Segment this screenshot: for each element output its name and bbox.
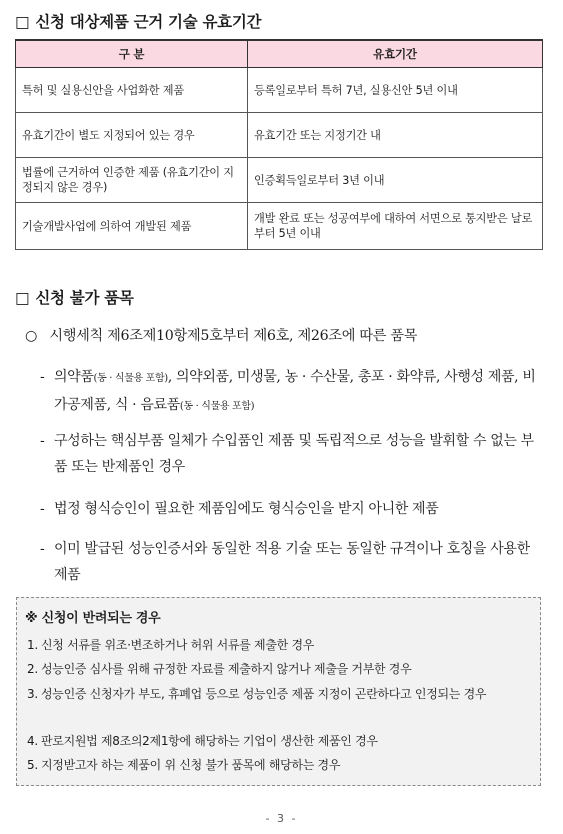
bullet-paragraph xyxy=(25,325,417,345)
cell-period: 등록일로부터 특허 7년, 실용신안 5년 이내 xyxy=(248,68,543,113)
list-number: 2. xyxy=(27,662,38,676)
item-text: 법정 형식승인이 필요한 제품임에도 형식승인을 받지 아니한 제품 xyxy=(54,501,439,517)
table-row xyxy=(16,158,543,203)
item-text: 이미 발급된 성능인증서와 동일한 적용 기술 또는 동일한 규격이나 호칭을 사용한 제품 xyxy=(54,541,530,583)
list-item xyxy=(27,684,535,705)
list-item xyxy=(27,755,535,776)
note-title: ※ 신청이 반려되는 경우 xyxy=(25,611,161,626)
list-text: 신청 서류를 위조·변조하거나 허위 서류를 제출한 경우 xyxy=(41,638,315,652)
item-text: , 의약외품, 미생물, 농 · 수산물, 총포 · 화약류, 사행성 제품, 비가공제품, 식 · 음료품 xyxy=(54,369,536,413)
dash-marker: - xyxy=(40,369,45,385)
bullet-text: 시행세칙 제6조제10항제5호부터 제6호, 제26조에 따른 품목 xyxy=(49,328,418,344)
cell-period: 유효기간 또는 지정기간 내 xyxy=(248,113,543,158)
list-item xyxy=(27,659,535,680)
cell-category: 법률에 근거하여 인증한 제품 (유효기간이 지정되지 않은 경우) xyxy=(16,158,248,203)
list-item xyxy=(27,635,535,656)
header-period: 유효기간 xyxy=(248,40,543,68)
list-number: 5. xyxy=(27,758,38,772)
section-title-text: 신청 불가 품목 xyxy=(35,289,134,307)
circle-bullet-icon: ○ xyxy=(25,328,38,344)
excluded-item xyxy=(40,364,545,420)
checkbox-icon: □ xyxy=(15,289,30,307)
list-number: 1. xyxy=(27,638,38,652)
section-title-excluded xyxy=(15,286,134,308)
dash-marker: - xyxy=(40,433,45,449)
list-text: 지정받고자 하는 제품이 위 신청 불가 품목에 해당하는 경우 xyxy=(41,758,341,772)
table-row xyxy=(16,113,543,158)
excluded-item xyxy=(40,428,545,480)
dash-marker: - xyxy=(40,501,45,517)
cell-period: 인증획득일로부터 3년 이내 xyxy=(248,158,543,203)
item-text: 구성하는 핵심부품 일체가 수입품인 제품 및 독립적으로 성능을 발휘할 수 없는 부품 또는 반제품인 경우 xyxy=(54,433,534,475)
item-text: 의약품 xyxy=(54,369,94,385)
rejection-note-box xyxy=(16,597,541,786)
section-title-text: 신청 대상제품 근거 기술 유효기간 xyxy=(35,13,262,31)
header-category: 구 분 xyxy=(16,40,248,68)
dash-marker: - xyxy=(40,541,45,557)
table-row xyxy=(16,203,543,250)
list-number: 3. xyxy=(27,687,38,701)
list-text: 판로지원법 제8조의2제1항에 해당하는 기업이 생산한 제품인 경우 xyxy=(41,734,378,748)
excluded-item xyxy=(40,536,545,588)
cell-period: 개발 완료 또는 성공여부에 대하여 서면으로 통지받은 날로부터 5년 이내 xyxy=(248,203,543,250)
list-text: 성능인증 심사를 위해 규정한 자료를 제출하지 않거나 제출을 거부한 경우 xyxy=(41,662,412,676)
section-title-validity xyxy=(15,10,261,32)
page-number: - 3 - xyxy=(265,812,298,825)
item-note: (동 · 식물용 포함) xyxy=(93,373,168,384)
cell-category: 기술개발사업에 의하여 개발된 제품 xyxy=(16,203,248,250)
table-row xyxy=(16,68,543,113)
excluded-item xyxy=(40,496,545,522)
list-text: 성능인증 신청자가 부도, 휴폐업 등으로 성능인증 제품 지정이 곤란하다고 인정되는 경우 xyxy=(41,687,487,701)
item-note: (동 · 식물용 포함) xyxy=(179,401,255,412)
cell-category: 특허 및 실용신안을 사업화한 제품 xyxy=(16,68,248,113)
cell-category: 유효기간이 별도 지정되어 있는 경우 xyxy=(16,113,248,158)
table-header-row xyxy=(16,40,543,68)
validity-table xyxy=(15,39,543,250)
list-number: 4. xyxy=(27,734,38,748)
list-item xyxy=(27,731,535,752)
checkbox-icon: □ xyxy=(15,13,30,31)
